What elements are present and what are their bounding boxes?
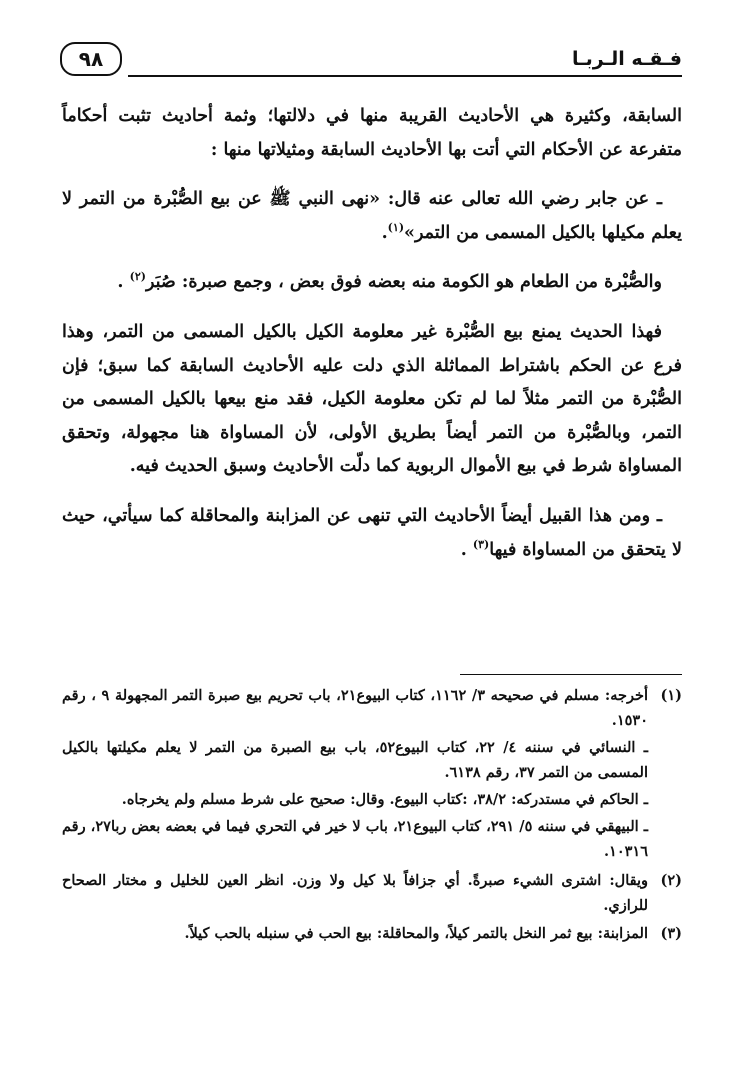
footnote-ref-2[interactable]: (٢) <box>129 270 146 284</box>
footnote-text: أخرجه: مسلم في صحيحه ٣/ ١١٦٢، كتاب البيوع٢١، باب تحريم بيع صبرة التمر المجهولة ٩ ، رقم ١٥٣٠. <box>62 687 648 729</box>
footnote-number: (٣) <box>660 925 682 943</box>
paragraph-3: والصُّبْرة من الطعام هو الكومة منه بعضه فوق بعض ، وجمع صبرة: صُبَر$^{(٢)}$ . <box>117 270 662 293</box>
book-title: فـقـه الـربـا <box>572 48 682 70</box>
footnote-subentry: ـ النسائي في سننه ٤/ ٢٢، كتاب البيوع٥٢، باب بيع الصبرة من التمر لا يعلم مكيلتها بالكيل المسمى من التمر ٣٧، رقم ٦١٣٨. <box>62 738 648 781</box>
footnote-ref-1[interactable]: (١) <box>387 220 405 234</box>
footnote-separator <box>460 674 682 675</box>
footnote-text: ويقال: اشترى الشيء صبرةً. أي جزافاً بلا كيل ولا وزن. انظر العين للخليل و مختار الصحاح للرازي. <box>62 871 648 914</box>
paragraph-1: السابقة، وكثيرة هي الأحاديث القريبة منها في دلالتها؛ وثمة أحاديث تثبت أحكاماً متفرعة عن الأحكام التي أتت بها الأحاديث السابقة ومثيلاتها منها : <box>62 106 682 160</box>
footnote-3 <box>62 922 682 947</box>
footnotes <box>62 684 682 951</box>
footnote-number: (١) <box>660 687 682 704</box>
paragraph-4: فهذا الحديث يمنع بيع الصُّبْرة غير معلومة الكيل بالكيل المسمى من التمر، وهذا فرع عن الحكم باشتراط المماثلة الذي دلت عليه الأحاديث السابقة كما سبق؛ فإن الصُّبْرة من التمر مثلاً لما لم تكن معلومة الكيل، فقد منع بيعها بالكيل المسمى من التمر، وبالصُّبْرة من التمر أيضاً بطريق الأولى، لأن المساواة هنا مجهولة، وتحقق المساواة شرط في بيع الأموال الربوية كما دلّت الأحاديث وسبق الحديث فيه. <box>62 321 682 477</box>
footnote-number: (٢) <box>660 871 682 889</box>
footnote-subentry: ـ البيهقي في سننه ٥/ ٢٩١، كتاب البيوع٢١، باب لا خير في التحري فيما في بعضه بعض ربا٢٧، رقم ١٠٣١٦. <box>62 817 649 860</box>
paragraph-5: ـ ومن هذا القبيل أيضاً الأحاديث التي تنهى عن المزابنة والمحاقلة كما سيأتي، حيث لا يتحقق من المساواة فيها$^{(٣)}$ . <box>62 505 682 560</box>
footnote-1 <box>62 684 682 865</box>
footnote-text: المزابنة: بيع ثمر النخل بالتمر كيلاً، والمحاقلة: بيع الحب في سنبله بالحب كيلاً. <box>184 925 648 943</box>
footnote-ref-3[interactable]: (٣) <box>472 537 490 551</box>
main-text <box>62 100 682 583</box>
header-rule <box>128 75 682 77</box>
page-header <box>60 42 682 78</box>
footnote-2 <box>62 869 682 919</box>
page-number-badge: ٩٨ <box>60 42 122 76</box>
paragraph-2: ـ عن جابر رضي الله تعالى عنه قال: «نهى النبي ﷺ عن بيع الصُّبْرة من التمر لا يعلم مكيلها بالكيل المسمى من التمر»$^{(١)}$. <box>62 189 682 243</box>
footnote-subentry: ـ الحاكم في مستدركه: ٣٨/٢، :كتاب البيوع. وقال: صحيح على شرط مسلم ولم يخرجاه. <box>121 790 648 808</box>
